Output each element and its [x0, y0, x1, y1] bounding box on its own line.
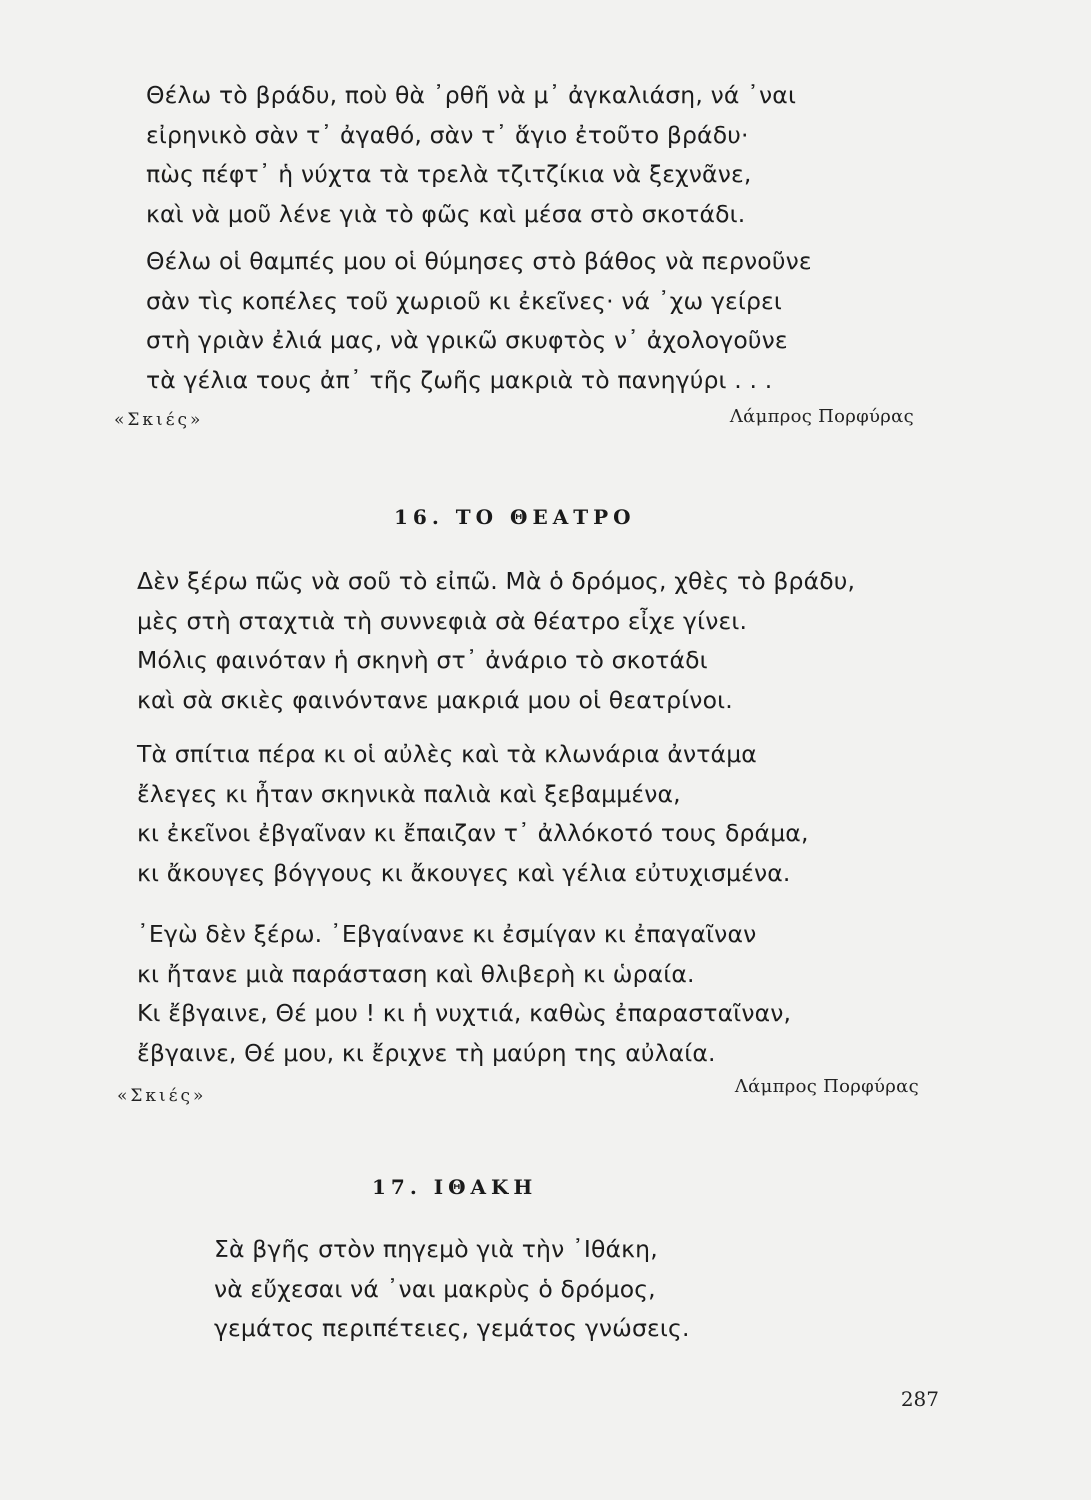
verse-line: ἔβγαινε, Θέ μου, κι ἔριχνε τὴ μαύρη της αὐλαία. [137, 1038, 716, 1067]
verse-line: τὰ γέλια τους ἀπ᾿ τῆς ζωῆς μακριὰ τὸ πανηγύρι . . . [146, 365, 773, 394]
verse-line: Τὰ σπίτια πέρα κι οἱ αὐλὲς καὶ τὰ κλωνάρια ἀντάμα [137, 740, 757, 768]
poem-stanza [146, 242, 812, 400]
verse-line: πὼς πέφτ᾿ ἡ νύχτα τὰ τρελὰ τζιτζίκια νὰ ξεχνᾶνε, [146, 160, 752, 188]
source-title: «Σκιές» [114, 410, 204, 430]
poem-stanza [137, 915, 791, 1073]
poem-heading: 16. ΤΟ ΘΕΑΤΡΟ [394, 505, 636, 529]
verse-line: Σὰ βγῆς στὸν πηγεμὸ γιὰ τὴν ᾿Ιθάκη, [214, 1235, 658, 1263]
verse-line: νὰ εὔχεσαι νά ᾿ναι μακρὺς ὁ δρόμος, [214, 1274, 656, 1303]
verse-line: Κι ἔβγαινε, Θέ μου ! κι ἡ νυχτιά, καθὼς ἐπαρασταῖναν, [137, 999, 792, 1027]
verse-line: γεμάτος περιπέτειες, γεμάτος γνώσεις. [214, 1314, 690, 1342]
source-title: «Σκιές» [117, 1086, 207, 1106]
verse-line: κι ἐκεῖνοι ἐβγαῖναν κι ἔπαιζαν τ᾿ ἀλλόκοτό τους δράμα, [137, 819, 809, 847]
verse-line: εἰρηνικὸ σὰν τ᾿ ἀγαθό, σὰν τ᾿ ἅγιο ἐτοῦτο βράδυ· [146, 120, 749, 149]
verse-line: στὴ γριὰν ἐλιά μας, νὰ γρικῶ σκυφτὸς ν᾿ ἀχολογοῦνε [146, 326, 788, 354]
verse-line: καὶ σὰ σκιὲς φαινόντανε μακριά μου οἱ θεατρίνοι. [137, 685, 733, 714]
poem-stanza [137, 562, 855, 720]
poem-heading: 17. ΙΘΑΚΗ [372, 1175, 538, 1199]
verse-line: Δὲν ξέρω πῶς νὰ σοῦ τὸ εἰπῶ. Μὰ ὁ δρόμος, χθὲς τὸ βράδυ, [137, 567, 856, 595]
verse-line: ᾿Εγὼ δὲν ξέρω. ᾿Εβγαίνανε κι ἐσμίγαν κι ἐπαγαῖναν [137, 920, 757, 948]
verse-line: καὶ νὰ μοῦ λένε γιὰ τὸ φῶς καὶ μέσα στὸ σκοτάδι. [146, 199, 746, 228]
verse-line: Θέλω οἱ θαμπές μου οἱ θύμησες στὸ βάθος νὰ περνοῦνε [146, 247, 812, 275]
verse-line: ἔλεγες κι ἦταν σκηνικὰ παλιὰ καὶ ξεβαμμένα, [137, 779, 681, 808]
verse-line: σὰν τὶς κοπέλες τοῦ χωριοῦ κι ἐκεῖνες· νά ᾿χω γείρει [146, 286, 782, 315]
verse-line: μὲς στὴ σταχτιὰ τὴ συννεφιὰ σὰ θέατρο εἶχε γίνει. [137, 606, 748, 635]
poem-stanza [146, 76, 796, 234]
verse-line: Θέλω τὸ βράδυ, ποὺ θὰ ᾿ρθῆ νὰ μ᾿ ἀγκαλιάση, νά ᾿ναι [146, 81, 797, 109]
verse-line: Μόλις φαινόταν ἡ σκηνὴ στ᾿ ἀνάριο τὸ σκοτάδι [137, 646, 708, 674]
poem-stanza [137, 735, 809, 893]
poem-author: Λάμπρος Πορφύρας [734, 1076, 919, 1097]
poem-stanza [214, 1230, 690, 1349]
verse-line: κι ἤτανε μιὰ παράσταση καὶ θλιβερὴ κι ὡραία. [137, 959, 695, 988]
poem-author: Λάμπρος Πορφύρας [729, 406, 914, 427]
verse-line: κι ἄκουγες βόγγους κι ἄκουγες καὶ γέλια εὐτυχισμένα. [137, 858, 791, 887]
page-number: 287 [900, 1387, 939, 1411]
